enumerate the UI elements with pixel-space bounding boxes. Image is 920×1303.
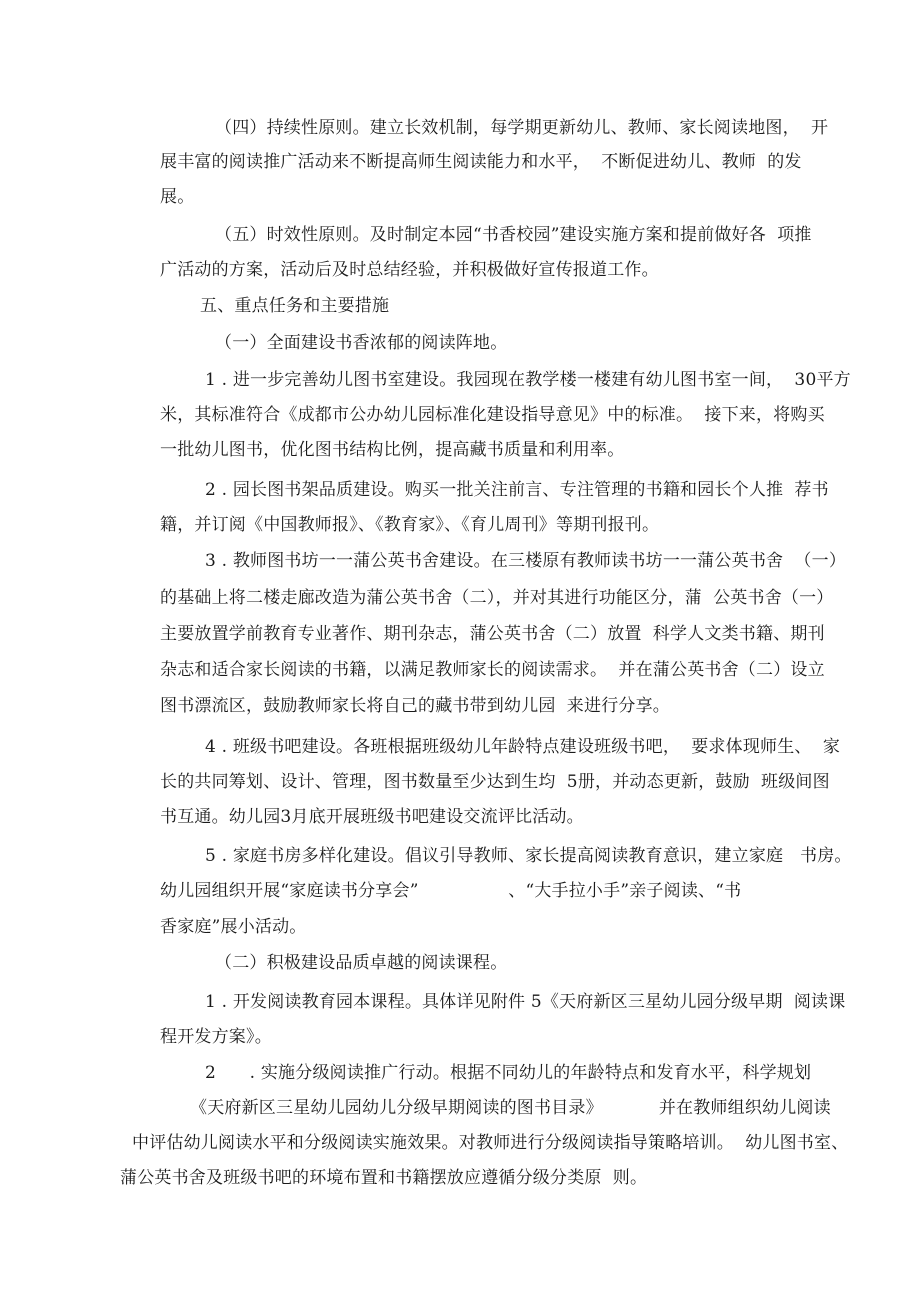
paragraph-5-principle-line-2: 广活动的方案，活动后及时总结经验，并积极做好宣传报道工作。 bbox=[160, 260, 659, 280]
course-item-2-line-3: 中评估幼儿阅读水平和分级阅读实施效果。对教师进行分级阅读指导策略培训。 幼儿图书室、 bbox=[132, 1133, 849, 1153]
item-3-line-1: 3 . 教师图书坊一一蒲公英书舍建设。在三楼原有教师读书坊一一蒲公英书舍 （一） bbox=[205, 551, 847, 571]
paragraph-4-principle-line-3: 展。 bbox=[160, 187, 195, 207]
item-1-line-1: 1 . 进一步完善幼儿图书室建设。我园现在教学楼一楼建有幼儿图书室一间， 30平方 bbox=[205, 370, 851, 390]
item-1-line-3: 一批幼儿图书，优化图书结构比例，提高藏书质量和利用率。 bbox=[160, 440, 625, 460]
item-3-line-5: 图书漂流区，鼓励教师家长将自己的藏书带到幼儿园 来进行分享。 bbox=[160, 696, 671, 716]
item-4-line-2: 长的共同筹划、设计、管理，图书数量至少达到生均 5册，并动态更新，鼓励 班级间图 bbox=[160, 772, 830, 792]
course-item-2-line-1: 2 . 实施分级阅读推广行动。根据不同幼儿的年龄特点和发育水平，科学规划 bbox=[205, 1063, 812, 1083]
course-item-2-line-4: 蒲公英书舍及班级书吧的环境布置和书籍摆放应遵循分级分类原 则。 bbox=[120, 1168, 648, 1188]
item-3-line-2: 的基础上将二楼走廊改造为蒲公英书舍（二），并对其进行功能区分，蒲 公英书舍（一） bbox=[160, 588, 834, 608]
paragraph-4-principle-line-1: （四）持续性原则。建立长效机制，每学期更新幼儿、教师、家长阅读地图， 开 bbox=[215, 118, 829, 138]
subsection-heading-2: （二）积极建设品质卓越的阅读课程。 bbox=[215, 953, 508, 973]
item-3-line-4: 杂志和适合家长阅读的书籍，以满足教师家长的阅读需求。 并在蒲公英书舍（二）设立 bbox=[160, 660, 825, 680]
item-4-line-1: 4 . 班级书吧建设。各班根据班级幼儿年龄特点建设班级书吧， 要求体现师生、 家 bbox=[205, 737, 841, 757]
course-item-1-line-1: 1 . 开发阅读教育园本课程。具体详见附件 5《天府新区三星幼儿园分级早期 阅读课 bbox=[205, 992, 846, 1012]
item-1-line-2: 米，其标准符合《成都市公办幼儿园标准化建设指导意见》中的标准。 接下来，将购买 bbox=[160, 405, 825, 425]
item-2-line-1: 2 . 园长图书架品质建设。购买一批关注前言、专注管理的书籍和园长个人推 荐书 bbox=[205, 480, 829, 500]
subsection-heading-1: （一）全面建设书香浓郁的阅读阵地。 bbox=[215, 333, 508, 353]
item-3-line-3: 主要放置学前教育专业著作、期刊杂志，蒲公英书舍（二）放置 科学人文类书籍、期刊 bbox=[160, 624, 825, 644]
item-4-line-3: 书互通。幼儿园3月底开展班级书吧建设交流评比活动。 bbox=[160, 807, 584, 827]
item-5-line-3: 香家庭”展小活动。 bbox=[160, 917, 307, 937]
item-2-line-2: 籍，并订阅《中国教师报》、《教育家》、《育儿周刊》等期刊报刊。 bbox=[160, 515, 660, 535]
paragraph-4-principle-line-2: 展丰富的阅读推广活动来不断提高师生阅读能力和水平， 不断促进幼儿、教师 的发 bbox=[160, 152, 802, 172]
section-heading-5: 五、重点任务和主要措施 bbox=[200, 296, 390, 316]
paragraph-5-principle-line-1: （五）时效性原则。及时制定本园“书香校园”建设实施方案和提前做好各 项推 bbox=[215, 225, 812, 245]
item-5-line-2: 幼儿园组织开展“家庭读书分享会” 、“大手拉小手”亲子阅读、“书 bbox=[160, 881, 742, 901]
course-item-1-line-2: 程开发方案》。 bbox=[160, 1027, 272, 1047]
course-item-2-line-2: 《天府新区三星幼儿园幼儿分级早期阅读的图书目录》 并在教师组织幼儿阅读 bbox=[190, 1098, 831, 1118]
item-5-line-1: 5 . 家庭书房多样化建设。倡议引导教师、家长提高阅读教育意识，建立家庭 书房。 bbox=[205, 846, 852, 866]
